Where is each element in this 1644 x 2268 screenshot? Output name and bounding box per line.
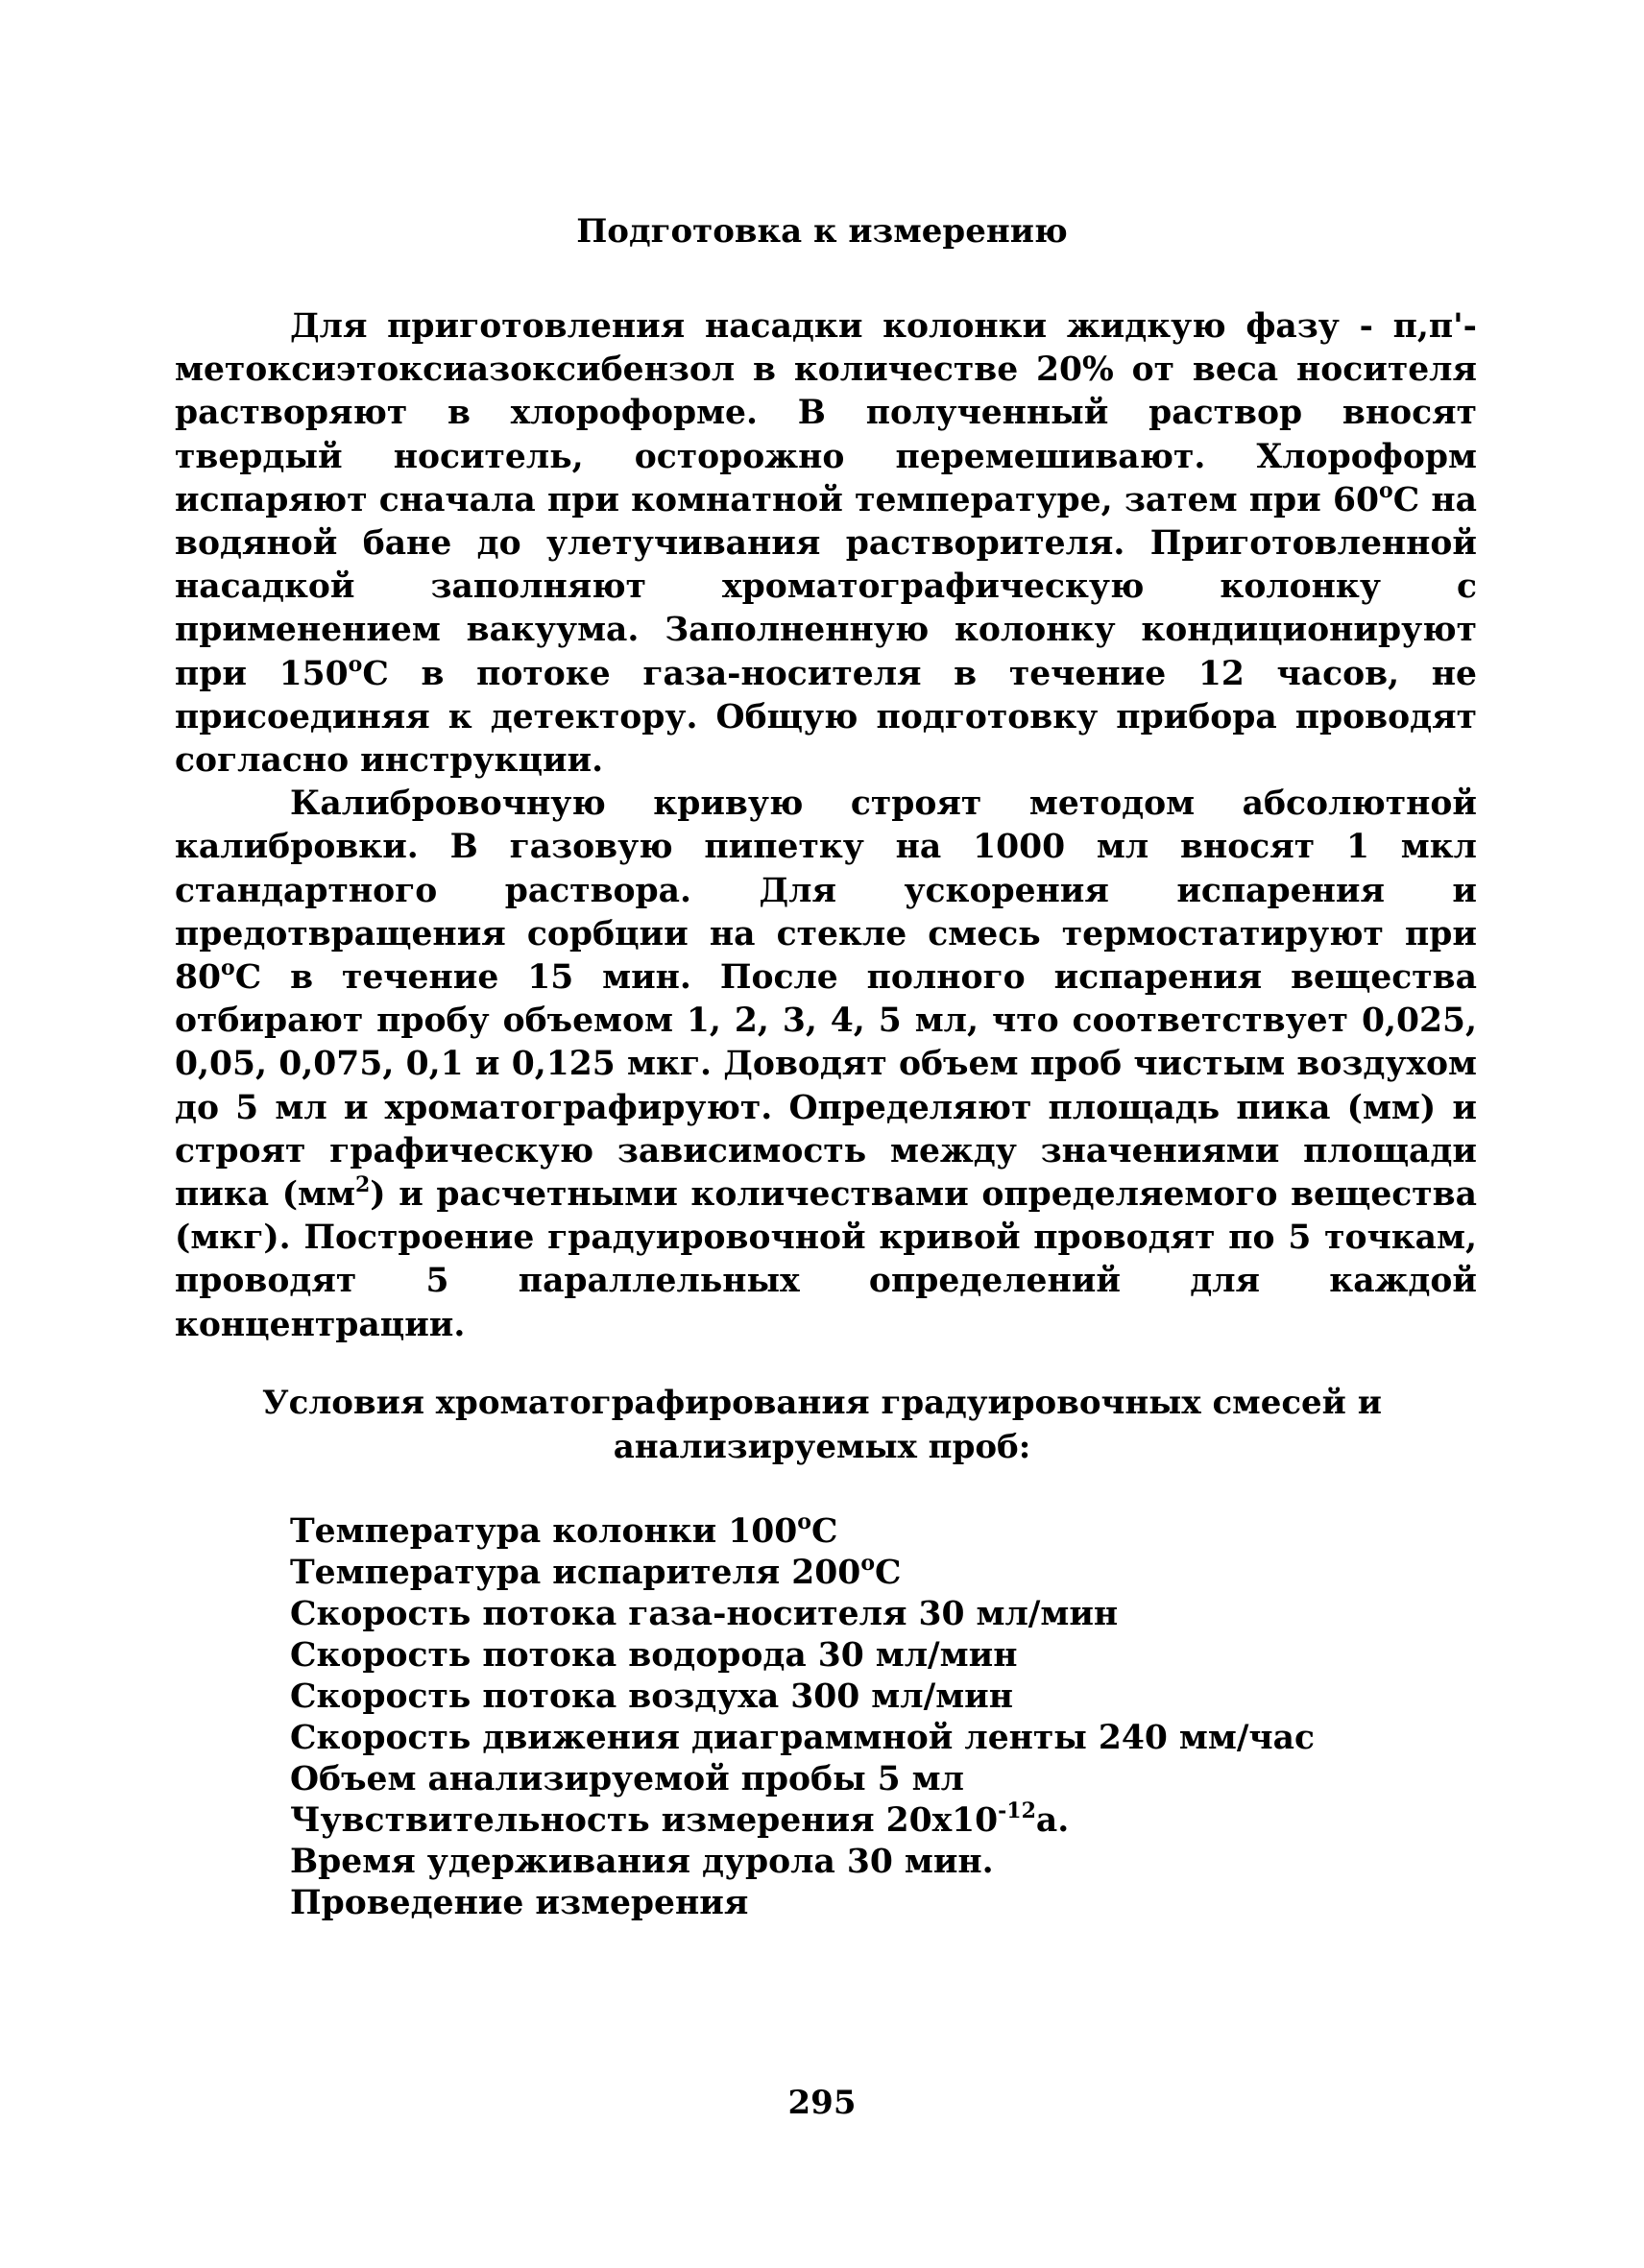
- condition-item: [290, 1511, 1346, 1553]
- condition-text: Температура испарителя 200: [290, 1554, 861, 1592]
- superscript: о: [348, 651, 363, 677]
- body-text: [175, 305, 1477, 1347]
- superscript: 2: [354, 1172, 371, 1198]
- condition-item: [290, 1635, 1346, 1677]
- conditions-title-line: анализируемых проб:: [613, 1428, 1031, 1466]
- conditions-title: [0, 1381, 1644, 1469]
- paragraph-text: С в течение 15 мин. После полного испарения вещества отбирают пробу объемом 1, 2, 3, 4, 5 мл, что соответствует 0,025, 0,05, 0,075, 0,1 и 0,125 мкг. Доводят объем проб чистым воздухом до 5 мл и хроматографируют. Определяют площадь пика (мм) и строят графическую зависимость между значениями площади пика (мм: [175, 958, 1477, 1215]
- condition-unit: а.: [1035, 1801, 1070, 1840]
- condition-item: [290, 1594, 1346, 1635]
- superscript: о: [797, 1509, 811, 1534]
- condition-text: Скорость потока газа-носителя 30 мл/мин: [290, 1595, 1119, 1633]
- condition-text: Скорость потока водорода 30 мл/мин: [290, 1636, 1018, 1675]
- condition-text: Чувствительность измерения 20x10: [290, 1801, 999, 1840]
- condition-text: Объем анализируемой пробы 5 мл: [290, 1760, 964, 1798]
- conditions-title-line: Условия хроматографирования градуировочных смесей и: [262, 1384, 1382, 1422]
- condition-text: Скорость движения диаграммной ленты 240 мм/час: [290, 1719, 1316, 1757]
- paragraph-preparation: [175, 305, 1477, 783]
- condition-item: [290, 1759, 1346, 1800]
- condition-item: [290, 1842, 1346, 1883]
- condition-text: Проведение измерения: [290, 1884, 749, 1922]
- condition-item: [290, 1718, 1346, 1759]
- superscript: -12: [998, 1798, 1036, 1823]
- condition-item: [290, 1800, 1346, 1842]
- condition-text: Скорость потока воздуха 300 мл/мин: [290, 1677, 1014, 1716]
- paragraph-text: Калибровочную кривую строят методом абсолютной калибровки. В газовую пипетку на 1000 мл вносят 1 мкл стандартного раствора. Для ускорения испарения и предотвращения сорбции на стекле смесь термостатируют при 80: [175, 784, 1477, 998]
- condition-item: [290, 1883, 1346, 1924]
- condition-text: Время удерживания дурола 30 мин.: [290, 1843, 994, 1881]
- paragraph-text: ) и расчетными количествами определяемого вещества (мкг). Построение градуировочной кривой проводят по 5 точкам, проводят 5 параллельных определений для каждой концентрации.: [175, 1175, 1477, 1344]
- paragraph-text: С на водяной бане до улетучивания растворителя. Приготовленной насадкой заполняют хроматографическую колонку с применением вакуума. Заполненную колонку кондиционируют при 150: [175, 480, 1477, 693]
- page-number: 295: [787, 2084, 857, 2122]
- condition-item: [290, 1677, 1346, 1718]
- condition-unit: С: [875, 1554, 902, 1592]
- superscript: о: [860, 1551, 875, 1576]
- paragraph-text: С в потоке газа-носителя в течение 12 часов, не присоединяя к детектору. Общую подготовку прибора проводят согласно инструкции.: [175, 654, 1477, 781]
- conditions-list: [290, 1511, 1346, 1924]
- paragraph-text: Для приготовления насадки колонки жидкую фазу - п,п'-метоксиэтоксиазоксибензол в количестве 20% от веса носителя растворяют в хлороформе. В полученный раствор вносят твердый носитель, осторожно перемешивают. Хлороформ испаряют сначала при комнатной температуре, затем при 60: [175, 307, 1477, 519]
- superscript: о: [1379, 477, 1393, 503]
- condition-item: [290, 1553, 1346, 1594]
- condition-unit: С: [810, 1512, 838, 1551]
- section-title: Подготовка к измерению: [576, 212, 1068, 251]
- condition-text: Температура колонки 100: [290, 1512, 798, 1551]
- superscript: о: [221, 955, 235, 981]
- paragraph-calibration: [175, 783, 1477, 1347]
